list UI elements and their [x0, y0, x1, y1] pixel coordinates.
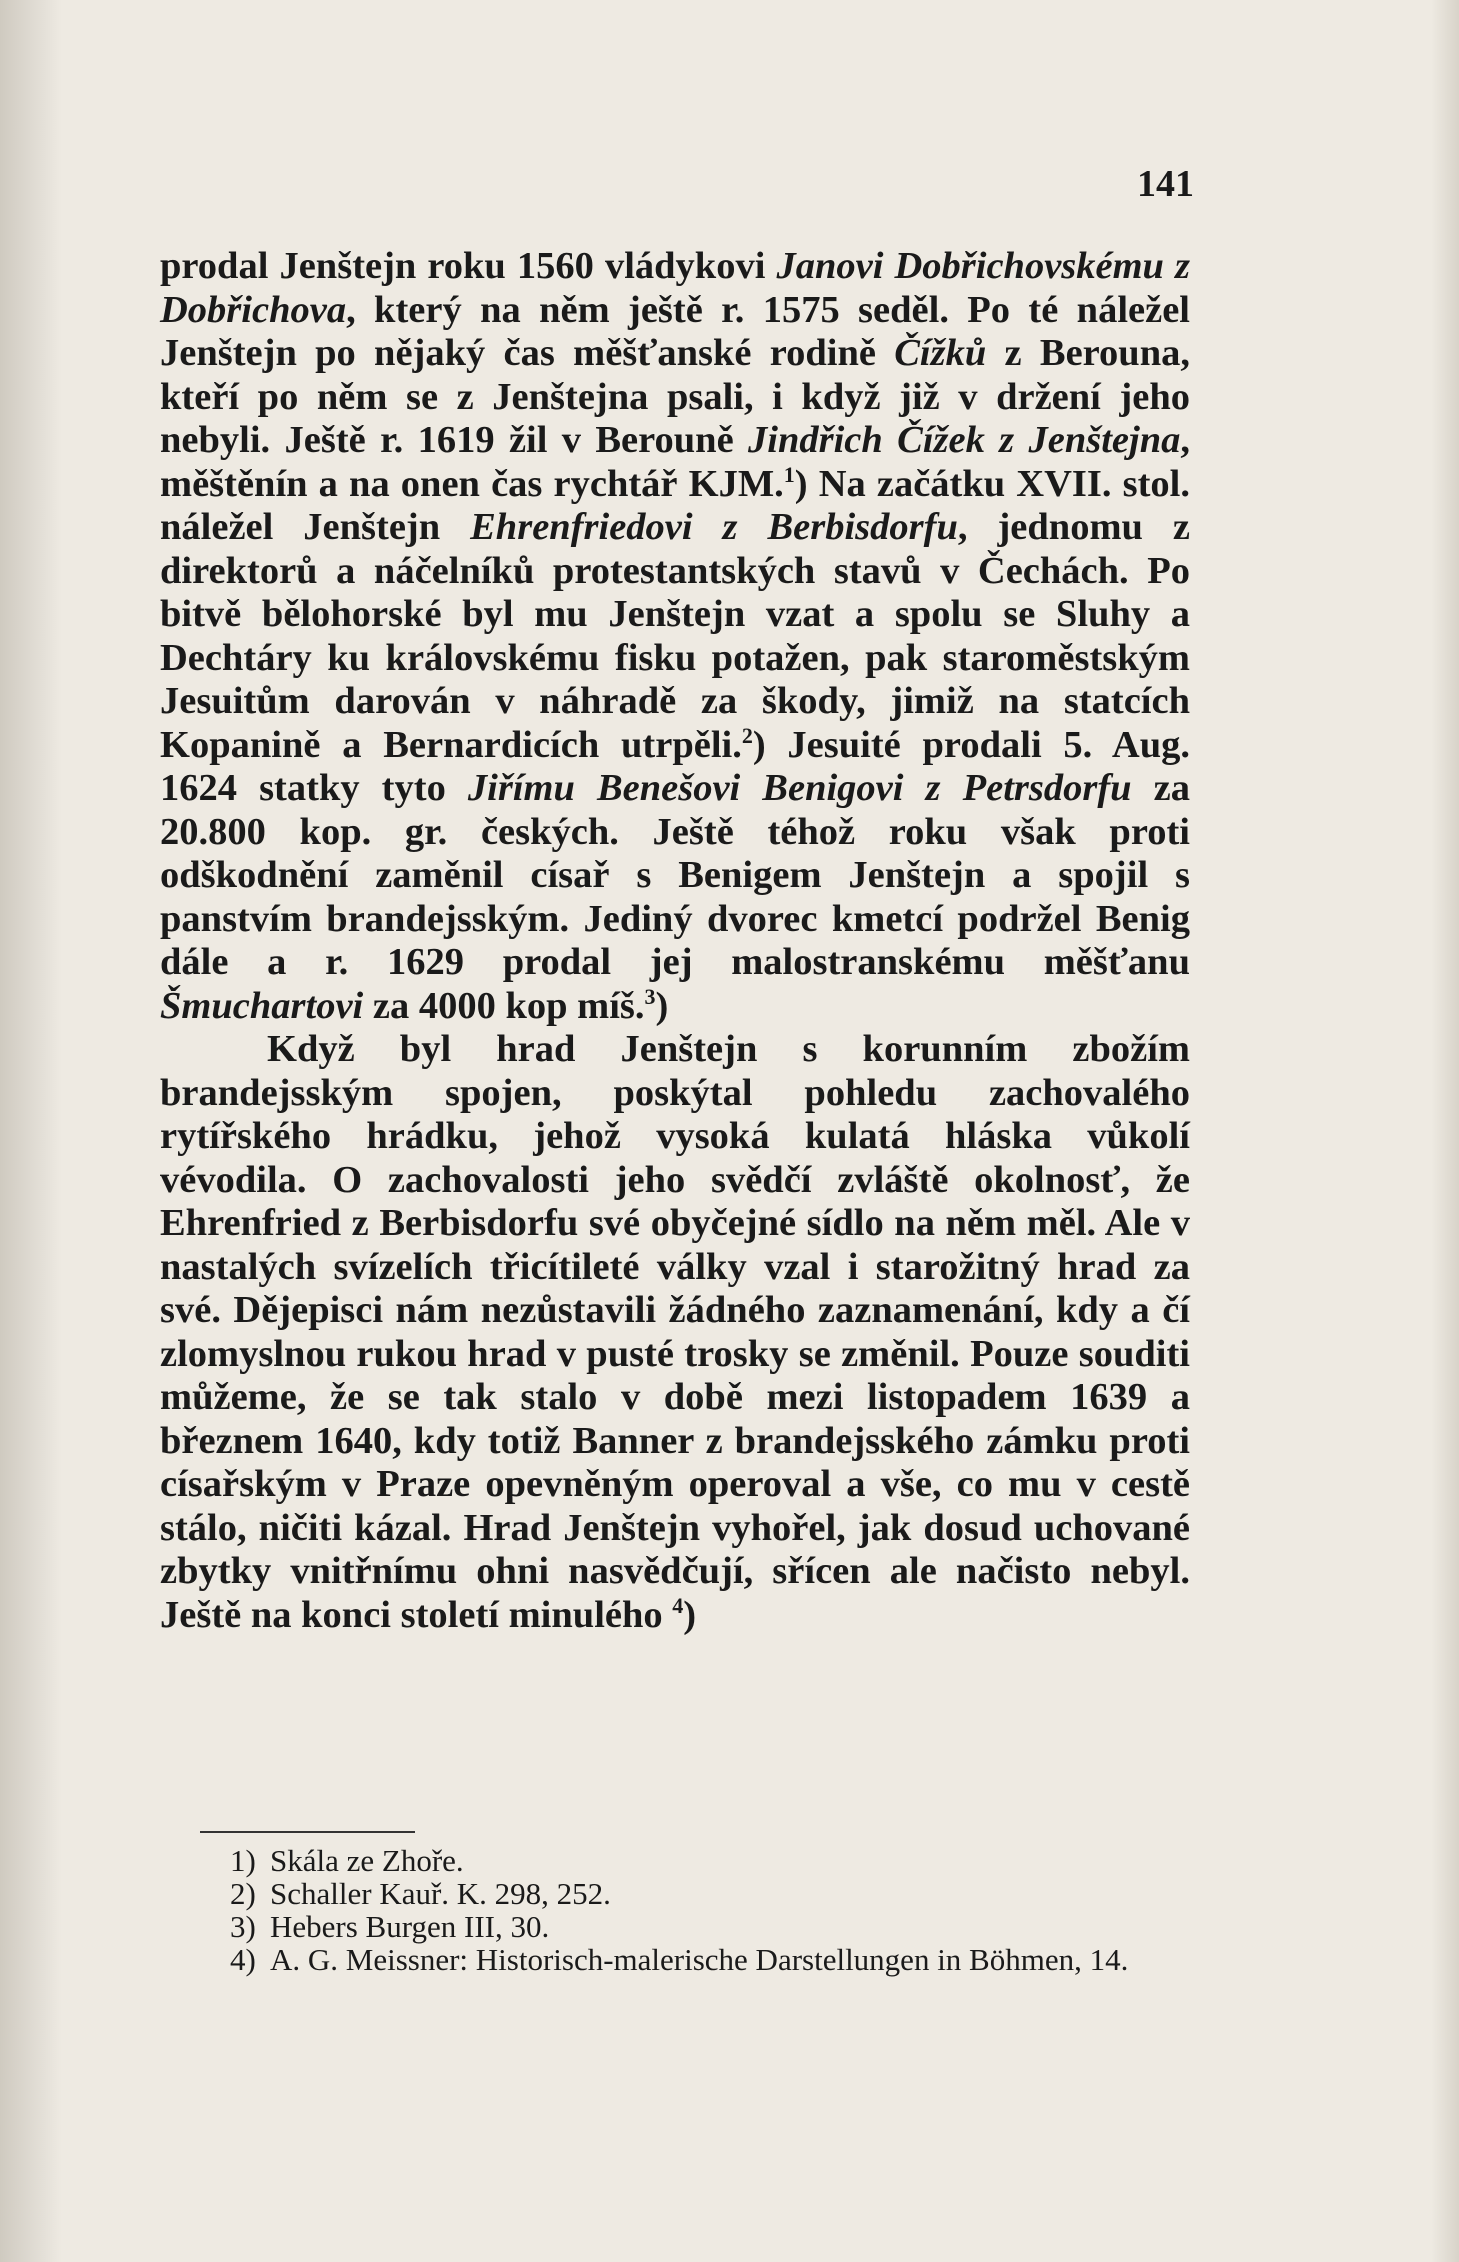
page-edge — [1431, 0, 1459, 2262]
italic-name: Čížků — [894, 332, 987, 374]
footnote-number: 1) — [230, 1843, 256, 1878]
footnote-number: 4) — [230, 1942, 256, 1977]
footnote-text: Skála ze Zhoře. — [270, 1843, 464, 1878]
text-run: ) — [655, 984, 669, 1027]
page-number: 141 — [1137, 163, 1194, 205]
footnote-text: A. G. Meissner: Historisch-malerische Darstellungen in Böhmen, 14. — [270, 1942, 1129, 1977]
text-run: prodal Jenštejn roku 1560 vládykovi — [160, 245, 777, 287]
text-run: Když byl hrad Jenštejn s korunním zbožím brandejsským spojen, poskýtal pohledu zachovalého rytířského hrádku, jehož vysoká kulatá hláska vůkolí vévodila. O zachovalosti jeho svědčí zvláště okolnosť, že Ehrenfried z Berbisdorfu své obyčejné sídlo na něm měl. Ale v nastalých svízelích třicítileté války vzal i starožitný hrad za své. Dějepisci nám nezůstavili žádného zaznamenání, kdy a čí zlomyslnou rukou hrad v pusté trosky se změnil. Pouze souditi můžeme, že se tak stalo v době mezi listopadem 1639 a březnem 1640, kdy totiž Banner z brandejsského zámku proti císařským v Praze opevněným operoval a vše, co mu v cestě stálo, ničiti kázal. Hrad Jenštejn vyhořel, jak dosud uchované zbytky vnitřnímu ohni nasvědčují, sřícen ale načisto nebyl. Ještě na konci století minulého — [160, 1028, 1190, 1636]
text-run: , měštěnín a na onen čas rychtář KJM. — [160, 419, 1190, 505]
footnote-number: 3) — [230, 1909, 256, 1944]
footnote-1 — [230, 1844, 1190, 1877]
italic-name: Jindřich Čížek z Jenštejna — [748, 419, 1181, 461]
footnote-ref: 2 — [741, 722, 753, 748]
paragraph-2 — [160, 1028, 1190, 1637]
paragraph-1 — [160, 245, 1190, 1028]
footnote-ref: 4 — [672, 1592, 684, 1618]
text-run: z Berouna, kteří po něm se z Jenštejna psali, i když již v držení jeho nebyli. Ještě r. 1619 žil v Berouně — [160, 332, 1190, 461]
text-run: ) Jesuité prodali 5. Aug. 1624 statky tyto — [160, 723, 1190, 809]
text-run: , jednomu z direktorů a náčelníků protestantských stavů v Čechách. Po bitvě bělohorské byl mu Jenštejn vzat a spolu se Sluhy a Dechtáry ku královskému fisku potažen, pak staroměstským Jesuitům darován v náhradě za škody, jimiž na statcích Kopanině a Bernardicích utrpěli. — [160, 506, 1190, 766]
italic-name: Ehrenfriedovi z Berbisdorfu — [470, 506, 958, 548]
footnote-ref: 1 — [783, 461, 795, 487]
footnote-ref: 3 — [644, 983, 656, 1009]
text-run: ) Na začátku XVII. stol. náležel Jenštejn — [160, 462, 1190, 548]
italic-name: Jiřímu Benešovi Benigovi z Petrsdorfu — [467, 767, 1132, 809]
text-run: za 20.800 kop. gr. českých. Ještě téhož roku však proti odškodnění zaměnil císař s Benigem Jenštejn a spojil s panstvím brandejsským. Jediný dvorec kmetcí podržel Benig dále a r. 1629 prodal jej malostranskému měšťanu — [160, 767, 1190, 983]
footnote-4 — [230, 1943, 1190, 1976]
italic-name: Šmuchartovi — [160, 984, 364, 1027]
footnote-number: 2) — [230, 1876, 256, 1911]
footnote-2 — [230, 1877, 1190, 1910]
text-run: ) — [683, 1593, 697, 1636]
text-run: , který na něm ještě r. 1575 seděl. Po té náležel Jenštejn po nějaký čas měšťanské rodině — [160, 288, 1190, 374]
text-run: za 4000 kop míš. — [363, 984, 645, 1027]
footnote-3 — [230, 1910, 1190, 1943]
footnote-text: Schaller Kauř. K. 298, 252. — [270, 1876, 611, 1911]
italic-name: Janovi Dobřichovskému z Dobřichova — [160, 245, 1190, 331]
footnotes — [230, 1844, 1190, 1976]
footnote-text: Hebers Burgen III, 30. — [270, 1909, 550, 1944]
page-gutter-shadow — [0, 0, 62, 2262]
footnote-separator — [200, 1831, 415, 1833]
body-text — [160, 245, 1190, 1637]
